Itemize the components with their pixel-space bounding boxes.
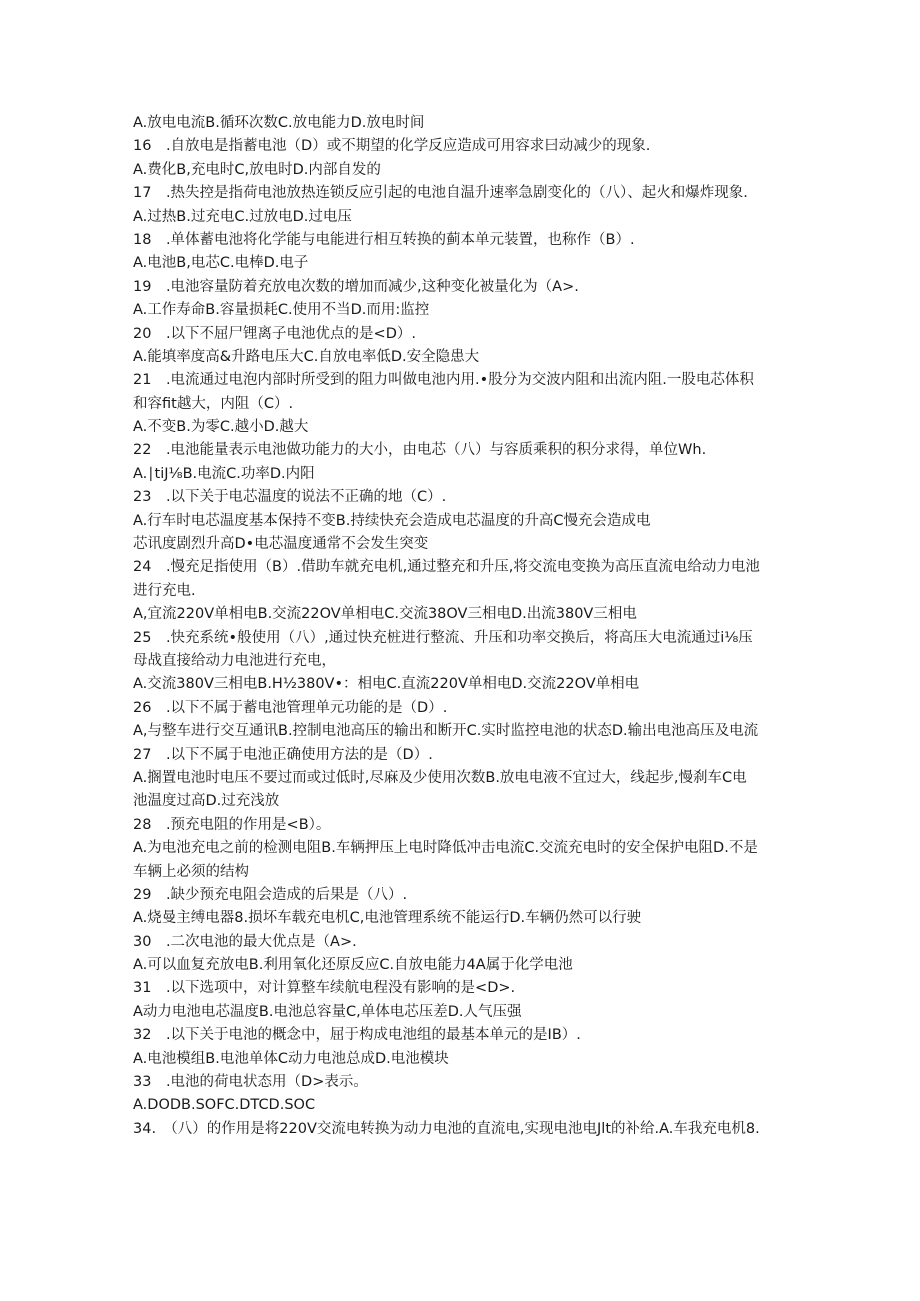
text-line: A.费化B,充电时C,放电时D.内部自发的 [133, 161, 381, 178]
text-line: 27 .以下不属于电池正确使用方法的是（D）. [133, 746, 433, 763]
text-line: A.∣tiJ⅛B.电流C.功率D.内阳 [133, 465, 315, 482]
text-line: 21 .电流通过电泡内部时所受到的阻力叫做电池内用.•股分为交波内阻和出流内阻.一股电芯体积 [133, 372, 754, 389]
text-line: 17 .热失控是指荷电池放热连锁反应引起的电池自温升速率急剧变化的（八）、起火和爆炸现象. [133, 185, 748, 202]
text-line: 24 .慢充足指使用（B）.借助车就充电机,通过整充和升压,将交流电变换为高压直流电给动力电池 [133, 559, 760, 576]
text-line: A动力电池电芯温度B.电池总容量C,单体电芯压差D.人气压强 [133, 1003, 522, 1020]
text-line: 进行充电. [133, 582, 196, 599]
text-line: A.放电电流B.循环次数C.放电能力D.放电时间 [133, 115, 425, 131]
text-line: A.行车时电芯温度基本保持不变B.持续快充会造成电芯温度的升高C慢充会造成电 [133, 512, 651, 529]
text-line: A.电池B,电芯C.电棒D.电子 [133, 255, 309, 272]
text-line: 20 .以下不屈尸锂离子电池优点的是<D）. [133, 325, 416, 342]
text-line: 31 .以下选项中，对计算整车续航电程没有影响的是<D>. [133, 980, 516, 997]
text-line: 30 .二次电池的最大优点是（A>. [133, 933, 357, 950]
text-line: 母战直接给动力电池进行充电， [133, 652, 336, 669]
text-line: 33 .电池的荷电状态用（D>表示。 [133, 1074, 368, 1091]
text-line: 16 .自放电是指蓄电池（D）或不期望的化学反应造成可用容求曰动减少的现象. [133, 138, 651, 155]
text-line: A.电池模组B.电池单体C动力电池总成D.电池模块 [133, 1050, 449, 1067]
text-line: A.能填率度高&升路电压大C.自放电率低D.安全隐患大 [133, 348, 480, 365]
text-line: A,宜流220V单相电B.交流22OV单相电C.交流38OV三相电D.出流380V三相电 [133, 606, 637, 623]
text-line: 28 .预充电阻的作用是<B）。 [133, 816, 331, 833]
text-line: 车辆上必须的结构 [133, 863, 249, 880]
text-line: A.搁置电池时电压不要过而或过低时,尽麻及少使用次数B.放电电液不宜过大，线起步,慢刹车C电 [133, 769, 747, 786]
text-line: A.不变B.为零C.越小D.越大 [133, 419, 309, 436]
text-line: 18 .单体蓄电池将化学能与电能进行相互转换的蓟本单元装置，也称作（B）. [133, 231, 635, 248]
text-line: 池温度过高D.过充浅放 [133, 793, 280, 810]
text-line: A.工作寿命B.容量损耗C.使用不当D.而用:监控 [133, 302, 430, 319]
text-line: A.可以血复充放电B.利用氧化还原反应C.自放电能力4A属于化学电池 [133, 957, 573, 974]
text-line: 29 .缺少预充电阻会造成的后果是（八）. [133, 886, 408, 903]
text-line: 26 .以下不属于蓄电池管理单元功能的是（D）. [133, 699, 448, 716]
text-line: 和容fit越大，内阻（C）. [133, 395, 294, 412]
text-line: A.烧曼主缚电器8.损坏车载充电机C,电池管理系统不能运行D.车辆仍然可以行驶 [133, 910, 642, 927]
text-line: 19 .电池容量防着充放电次数的增加而减少,这种变化被量化为（A>. [133, 278, 579, 295]
text-line: 23 .以下关于电芯温度的说法不正确的地（C）. [133, 489, 447, 506]
text-line: A.DODB.SOFC.DTCD.SOC [133, 1097, 316, 1114]
text-line: A,与整车进行交互通讯B.控制电池高压的输出和断开C.实时监控电池的状态D.输出电池高压及电流 [133, 723, 759, 740]
text-line: 34. （八）的作用是将220V交流电转换为动力电池的直流电,实现电池电Jlt的补给.A.车我充电机8. [133, 1120, 760, 1137]
text-line: 32 .以下关于电池的概念中，屈于构成电池组的最基本单元的是IB）. [133, 1027, 581, 1044]
question-text-block [133, 112, 798, 1141]
text-line: 22 .电池能量表示电池做功能力的大小，由电芯（八）与容质乘积的积分求得，单位Wh. [133, 442, 707, 459]
text-line: A.为电池充电之前的检测电阻B.车辆押压上电时降低冲击电流C.交流充电时的安全保护电阻D.不是 [133, 840, 758, 857]
text-line: A.过热B.过充电C.过放电D.过电压 [133, 208, 352, 225]
text-line: A.交流380V三相电B.H½380V•：相电C.直流220V单相电D.交流22OV单相电 [133, 676, 640, 693]
text-line: 25 .快充系统•般使用（八）,通过快充桩进行整流、升压和功率交换后，将高压大电流通过i⅛压 [133, 629, 753, 646]
text-line: 芯讯度剧烈升高D•电芯温度通常不会发生突变 [133, 536, 429, 553]
